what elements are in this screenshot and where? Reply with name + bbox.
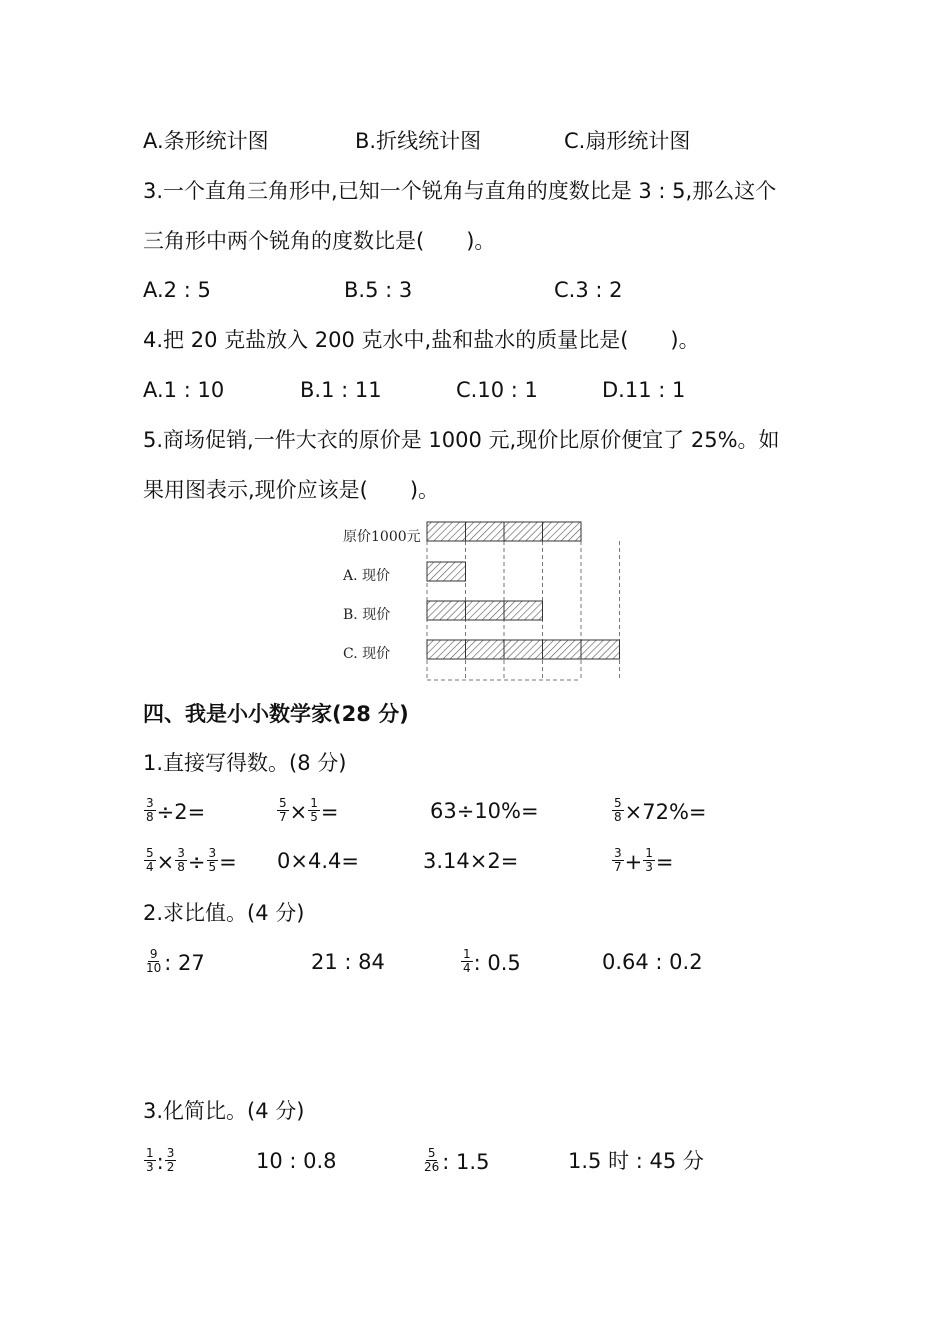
fraction: $\frac{1}{3}$ — [645, 845, 653, 874]
fraction: $\frac{1}{3}$ — [146, 1145, 154, 1174]
label-a-current-price: A. 现价 — [343, 568, 391, 584]
part2-title: 2.求比值。(4 分) — [143, 901, 305, 925]
calc-5: $\frac{5}{4}$ × $\frac{3}{8}$ ÷ $\frac{3}{5}$ = — [146, 845, 237, 874]
ratio-value-4: 0.64 : 0.2 — [602, 950, 703, 974]
q3-option-b: B.5 : 3 — [344, 278, 413, 302]
section4-title: 四、我是小小数学家(28 分) — [143, 702, 409, 726]
q3-option-c: C.3 : 2 — [554, 278, 623, 302]
fraction: $\frac{3}{8}$ — [146, 795, 154, 824]
q2-option-c: C.扇形统计图 — [564, 129, 691, 153]
fraction: $\frac{5}{8}$ — [614, 795, 622, 824]
calc-2: $\frac{5}{7}$ × $\frac{1}{5}$ = — [279, 795, 339, 824]
q4-option-b: B.1 : 11 — [300, 378, 382, 402]
fraction: $\frac{5}{7}$ — [279, 795, 287, 824]
fraction: $\frac{1}{4}$ — [463, 946, 471, 975]
q4-text: 4.把 20 克盐放入 200 克水中,盐和盐水的质量比是( )。 — [143, 328, 700, 352]
ratio-value-3: $\frac{1}{4}$ : 0.5 — [463, 946, 521, 975]
fraction: $\frac{1}{5}$ — [310, 795, 318, 824]
fraction: $\frac{9}{10}$ — [146, 946, 162, 975]
label-b-current-price: B. 现价 — [343, 607, 391, 623]
simplify-4: 1.5 时 : 45 分 — [568, 1149, 704, 1173]
ratio-value-1: $\frac{9}{10}$ : 27 — [146, 946, 205, 975]
label-original-price: 原价1000元 — [343, 529, 421, 545]
simplify-3: $\frac{5}{26}$ : 1.5 — [424, 1145, 490, 1174]
calc-3: 63÷10%= — [430, 799, 539, 823]
q4-option-d: D.11 : 1 — [602, 378, 686, 402]
calc-7: 3.14×2= — [423, 849, 519, 873]
calc-1: $\frac{3}{8}$ ÷2= — [146, 795, 206, 824]
hatched-bar — [427, 601, 543, 620]
calc-4: $\frac{5}{8}$ ×72%= — [614, 795, 707, 824]
simplify-1: $\frac{1}{3}$ : $\frac{3}{2}$ — [146, 1145, 175, 1174]
calc-8: $\frac{3}{7}$ + $\frac{1}{3}$ = — [614, 845, 674, 874]
part1-title: 1.直接写得数。(8 分) — [143, 751, 347, 775]
q2-option-a: A.条形统计图 — [143, 129, 269, 153]
q3-text-line1: 3.一个直角三角形中,已知一个锐角与直角的度数比是 3 : 5,那么这个 — [143, 179, 777, 203]
part3-title: 3.化简比。(4 分) — [143, 1099, 305, 1123]
q2-option-b: B.折线统计图 — [355, 129, 482, 153]
fraction: $\frac{3}{2}$ — [166, 1145, 175, 1174]
q4-option-c: C.10 : 1 — [456, 378, 538, 402]
q3-option-a: A.2 : 5 — [143, 278, 211, 302]
label-c-current-price: C. 现价 — [343, 646, 391, 662]
q5-text-line2: 果用图表示,现价应该是( )。 — [143, 478, 440, 502]
fraction: $\frac{5}{4}$ — [146, 845, 154, 874]
price-bar-diagram — [335, 512, 630, 684]
fraction: $\frac{3}{5}$ — [208, 845, 217, 874]
fraction: $\frac{3}{7}$ — [614, 845, 622, 874]
q3-text-line2: 三角形中两个锐角的度数比是( )。 — [143, 229, 496, 253]
fraction: $\frac{5}{26}$ — [424, 1145, 440, 1174]
q5-text-line1: 5.商场促销,一件大衣的原价是 1000 元,现价比原价便宜了 25%。如 — [143, 428, 780, 452]
hatched-bar — [427, 562, 466, 581]
hatched-bar — [427, 640, 620, 659]
calc-6: 0×4.4= — [277, 849, 359, 873]
ratio-value-2: 21 : 84 — [311, 950, 385, 974]
q4-option-a: A.1 : 10 — [143, 378, 225, 402]
fraction: $\frac{3}{8}$ — [177, 845, 185, 874]
simplify-2: 10 : 0.8 — [256, 1149, 337, 1173]
hatched-bars — [427, 522, 620, 659]
